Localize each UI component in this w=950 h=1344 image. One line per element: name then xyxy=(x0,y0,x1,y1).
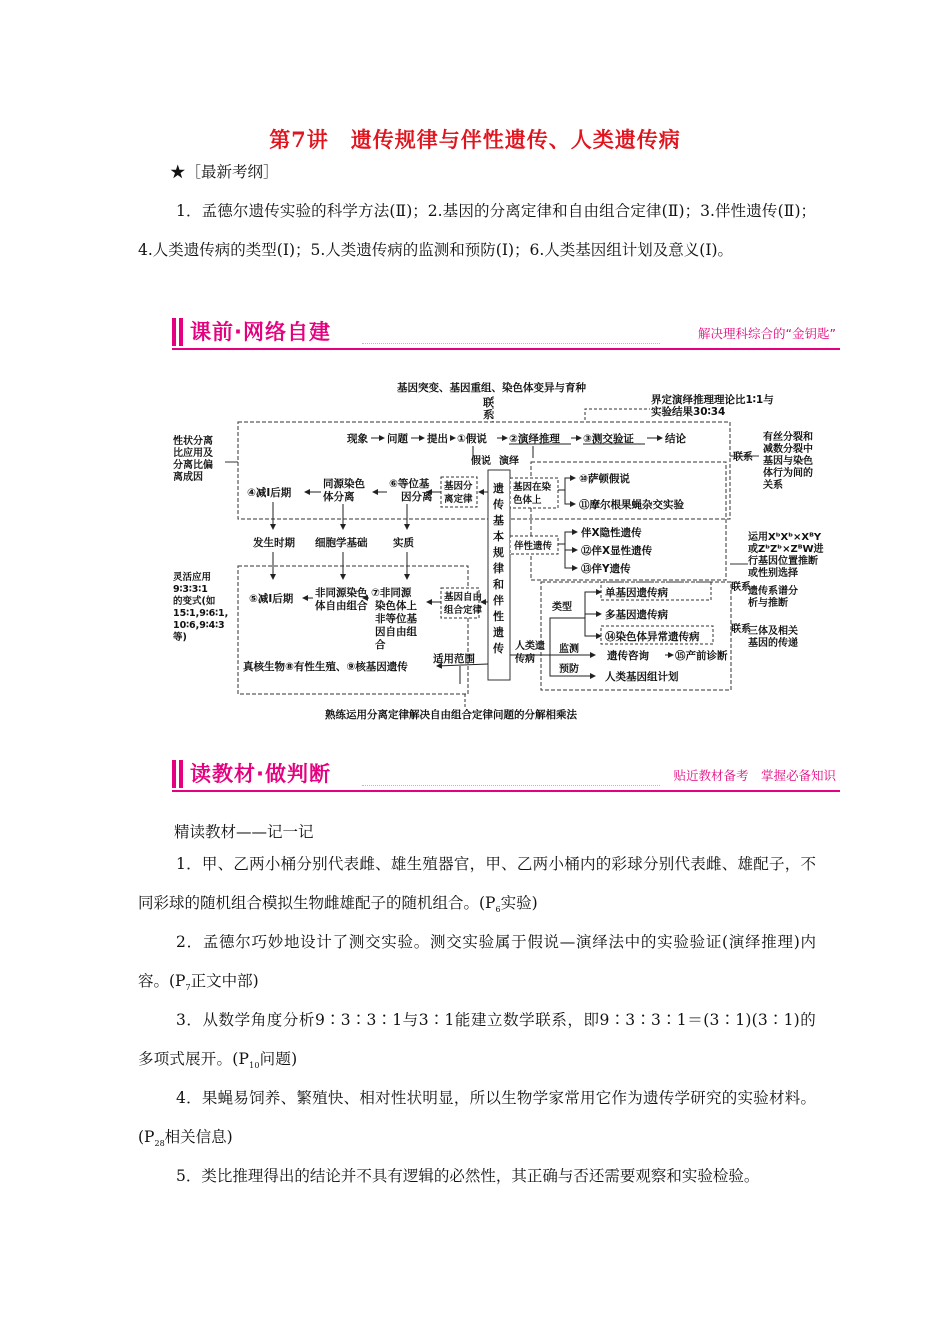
type-label: 类型 xyxy=(552,602,572,613)
left-note: 分离比偏 xyxy=(173,460,213,471)
right-note: 减数分裂中 xyxy=(763,444,813,455)
nonallele-combination: 合 xyxy=(375,639,386,651)
y-linked: ⑬伴Y遗传 xyxy=(581,563,631,575)
pedigree-analysis: 析与推断 xyxy=(748,598,788,609)
free-combination-law: 组合定律 xyxy=(444,605,483,616)
human-genome-project: 人类基因组计划 xyxy=(605,671,679,683)
single-gene-disease: 单基因遗传病 xyxy=(605,587,668,599)
left-note: 性状分离 xyxy=(173,436,213,447)
diagram-bottom-label: 熟练运用分离定律解决自由组合定律问题的分解相乘法 xyxy=(325,709,577,721)
sutton-hypothesis: ⑩萨顿假说 xyxy=(579,473,630,485)
right-note: 关系 xyxy=(763,480,783,491)
allele-separation: ⑥等位基 xyxy=(389,478,430,490)
link-right: 联系 xyxy=(731,582,751,593)
right-note: 有丝分裂和 xyxy=(763,432,813,443)
svg-text:基: 基 xyxy=(493,514,504,527)
section-heading: 读教材·做判断 xyxy=(190,762,331,786)
cytology-basis: 细胞学基础 xyxy=(315,537,368,549)
nonallele-combination: 因自由组 xyxy=(375,626,417,638)
concept-map-diagram xyxy=(165,374,845,724)
section-banner-network xyxy=(172,316,840,350)
homolog-separation: 同源染色 xyxy=(323,478,365,490)
right-note: 体行为间的 xyxy=(763,468,813,479)
x-recessive: 伴X隐性遗传 xyxy=(581,527,642,539)
gene-separation-law: 离定律 xyxy=(444,494,473,505)
section-heading: 课前·网络自建 xyxy=(190,320,331,344)
monitor-label: 监测 xyxy=(559,644,579,655)
read-item: 4．果蝇易饲养、繁殖快、相对性状明显，所以生物学家常用它作为遗传学研究的实验材料。($P_{28}$相关信息) xyxy=(138,1089,816,1149)
diagram-link: 联 xyxy=(483,397,494,409)
read-item: 3．从数学角度分析9∶3∶3∶1与3∶1能建立数学联系，即9∶3∶3∶1＝(3∶1)(3∶1)的多项式展开。($P_{10}$问题) xyxy=(138,1011,816,1071)
chain-hypothesis: ①假说 xyxy=(457,433,487,445)
stage-5: ⑤减Ⅰ后期 xyxy=(249,593,294,605)
define-ratio-label: 实验结果30∶34 xyxy=(651,406,726,418)
section-subtitle: 解决理科综合的“金钥匙” xyxy=(698,326,836,341)
svg-text:遗: 遗 xyxy=(493,626,504,639)
svg-text:规: 规 xyxy=(493,546,504,559)
left-note: 离成因 xyxy=(173,472,203,483)
genetic-counseling: 遗传咨询 xyxy=(607,650,649,662)
nonallele-combination: 非等位基 xyxy=(375,613,417,625)
svg-text:传: 传 xyxy=(493,642,504,655)
right-note: 运用XᵇXᵇ×XᴮY xyxy=(748,532,822,543)
trisomy-transfer: 基因的传递 xyxy=(748,638,798,649)
chain-deduction: ②演绎推理 xyxy=(509,433,560,445)
prenatal-diagnosis: ⑮产前诊断 xyxy=(675,650,728,662)
svg-text:性: 性 xyxy=(493,610,504,623)
svg-text:本: 本 xyxy=(493,530,504,543)
prevent-label: 预防 xyxy=(559,664,579,675)
syllabus-text: 1．孟德尔遗传实验的科学方法(Ⅱ)；2.基因的分离定律和自由组合定律(Ⅱ)；3.伴性遗传(Ⅱ)；4.人类遗传病的类型(Ⅰ)；5.人类遗传病的监测和预防(Ⅰ)；6.人类基因组计划及意义(Ⅰ)。 xyxy=(138,202,816,259)
read-item: 5．类比推理得出的结论并不具有逻辑的必然性，其正确与否还需要观察和实验检验。 xyxy=(176,1167,760,1185)
x-dominant: ⑫伴X显性遗传 xyxy=(581,545,653,557)
nonallele-combination: 染色体上 xyxy=(375,600,417,612)
left-note: 比应用及 xyxy=(173,448,213,459)
hypothesis-label: 假说 xyxy=(471,456,491,467)
read-item: 2．孟德尔巧妙地设计了测交实验。测交实验属于假说—演绎法中的实验验证(演绎推理)内容。($P_7$正文中部) xyxy=(138,933,816,993)
nonhomolog-combination: 非同源染色 xyxy=(315,587,368,599)
eukaryote-scope: 真核生物⑧有性生殖、⑨核基因遗传 xyxy=(243,661,408,673)
section-subtitle: 贴近教材备考 掌握必备知识 xyxy=(673,768,836,783)
right-note: 基因与染色 xyxy=(763,456,813,467)
chromosome-abnormal-disease: ⑭染色体异常遗传病 xyxy=(605,631,700,643)
homolog-separation: 体分离 xyxy=(323,491,355,503)
chain-question: 问题 xyxy=(387,433,408,445)
svg-text:律: 律 xyxy=(493,562,504,575)
right-note: 或性别选择 xyxy=(748,568,798,579)
free-combination-law: 基因自由 xyxy=(444,592,483,603)
gene-separation-law: 基因分 xyxy=(444,481,473,492)
svg-text:遗: 遗 xyxy=(493,482,504,495)
center-box-vertical xyxy=(492,481,504,655)
chain-conclusion: 结论 xyxy=(665,433,686,445)
flex-note: 灵活应用 xyxy=(173,572,212,583)
section-banner-read xyxy=(172,758,840,792)
diagram-top-label: 基因突变、基因重组、染色体变异与育种 xyxy=(397,382,586,394)
nonhomolog-combination: 体自由组合 xyxy=(315,600,368,612)
nonallele-combination: ⑦非同源 xyxy=(371,587,412,599)
essence: 实质 xyxy=(393,537,414,549)
pedigree-analysis: 遗传系谱分 xyxy=(748,586,798,597)
diagram-link: 系 xyxy=(483,409,494,421)
svg-text:伴: 伴 xyxy=(493,594,504,607)
human-disease: 人类遗 xyxy=(515,641,545,652)
deduction-label: 演绎 xyxy=(499,456,519,467)
read-intro: 精读教材——记一记 xyxy=(174,823,314,841)
allele-separation: 因分离 xyxy=(401,491,433,503)
multi-gene-disease: 多基因遗传病 xyxy=(605,609,668,621)
svg-text:和: 和 xyxy=(493,578,504,591)
gene-on-chromosome: 色体上 xyxy=(513,495,542,506)
right-note: 或ZᵇZᵇ×ZᴮW进 xyxy=(748,544,824,555)
link-right: 联系 xyxy=(733,452,753,463)
chain-propose: 提出 xyxy=(427,433,448,445)
occur-time: 发生时期 xyxy=(253,537,295,549)
chain-phenomenon: 现象 xyxy=(347,433,368,445)
read-item: 1．甲、乙两小桶分别代表雌、雄生殖器官，甲、乙两小桶内的彩球分别代表雌、雄配子，不同彩球的随机组合模拟生物雌雄配子的随机组合。($P_6$实验) xyxy=(138,855,816,915)
page-title: 第7讲 遗传规律与伴性遗传、人类遗传病 xyxy=(269,127,681,152)
svg-text:传: 传 xyxy=(493,498,504,511)
trisomy-transfer: 三体及相关 xyxy=(748,626,798,637)
stage-4: ④减Ⅰ后期 xyxy=(247,487,292,499)
scope-label: 适用范围 xyxy=(433,653,475,665)
flex-note: 9∶3∶3∶1 xyxy=(173,584,208,595)
flex-note: 10∶6,9∶4∶3 xyxy=(173,620,225,631)
sex-linked-label: 伴性遗传 xyxy=(514,541,553,552)
human-disease: 传病 xyxy=(515,654,535,665)
flex-note: 等) xyxy=(173,632,187,643)
chain-test: ③测交验证 xyxy=(583,433,634,445)
flex-note: 的变式(如 xyxy=(173,596,216,607)
gene-on-chromosome: 基因在染 xyxy=(513,482,552,493)
link-right: 联系 xyxy=(731,624,751,635)
syllabus-header: ★［最新考纲］ xyxy=(170,163,279,181)
morgan-experiment: ⑪摩尔根果蝇杂交实验 xyxy=(579,499,684,511)
flex-note: 15∶1,9∶6∶1, xyxy=(173,608,229,619)
right-note: 行基因位置推断 xyxy=(748,556,818,567)
define-ratio-label: 界定演绎推理理论比1∶1与 xyxy=(651,394,774,406)
